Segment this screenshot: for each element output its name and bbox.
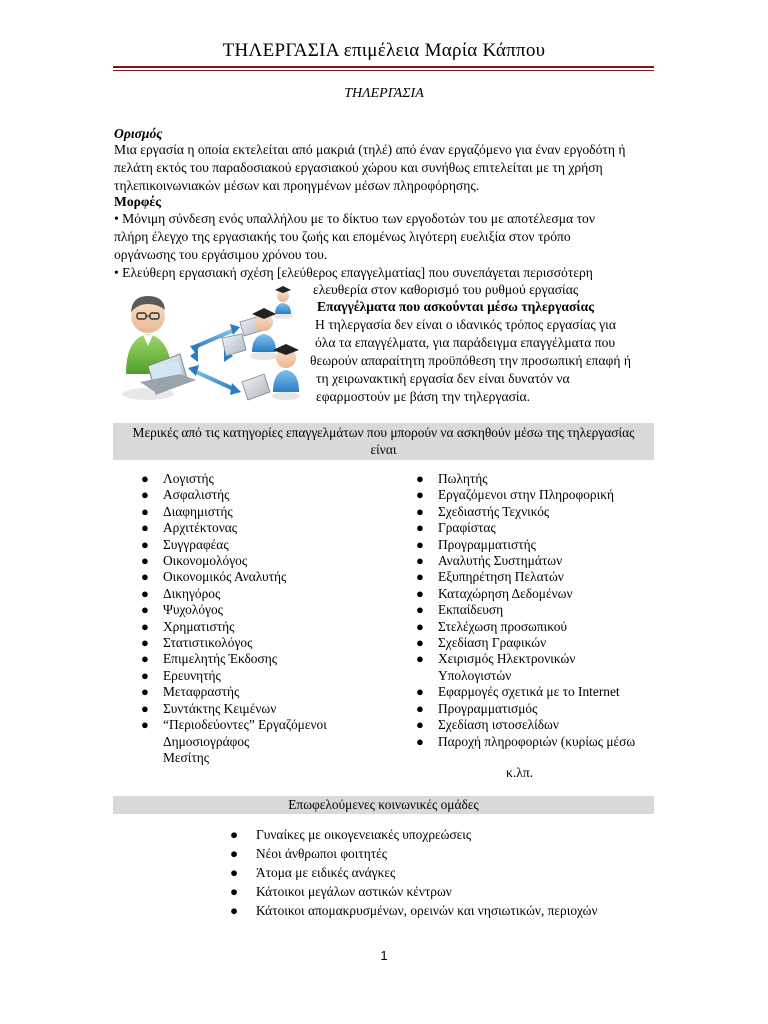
categories-band-line: Μερικές από τις κατηγορίες επαγγελμάτων που μπορούν να ασκηθούν μέσω της τηλεργασίας [132, 425, 635, 440]
bullet-icon: ● [416, 700, 424, 716]
list-item: ● Εργαζόμενοι στην Πληροφορική [416, 487, 614, 503]
professions-line: τη χειρωνακτική εργασία δεν είναι δυνατόν να [316, 371, 570, 386]
bullet-icon: ● [141, 667, 149, 683]
etc-label: κ.λπ. [506, 765, 534, 780]
list-item: ● Γραφίστας [416, 520, 496, 536]
list-item: ● Χειρισμός Ηλεκτρονικών [416, 651, 576, 667]
definition-line: πελάτη εκτός του παραδοσιακού εργασιακού χώρου και συνήθως επιτελείται με τη χρήση [114, 160, 603, 175]
list-item: ● Σχεδίαση Γραφικών [416, 635, 547, 651]
telework-network-illustration [118, 278, 316, 410]
forms-line: πλήρη έλεγχο της εργασιακής του ζωής και επομένως λιγότερη ευελιξία στον τρόπο [114, 229, 571, 244]
list-item: ● Διαφημιστής [141, 503, 233, 519]
list-item: ● Άτομα με ειδικές ανάγκες [230, 865, 396, 880]
list-item: ● Οικονομικός Αναλυτής [141, 569, 287, 585]
bullet-icon: ● [141, 520, 149, 536]
list-item: ● Επιμελητής Έκδοσης [141, 651, 278, 667]
definition-line: Μια εργασία η οποία εκτελείται από μακριά (τηλέ) από έναν εργαζόμενο για έναν εργοδότη ή [114, 142, 626, 157]
list-item: ● Παροχή πληροφοριών (κυρίως μέσω [416, 733, 636, 749]
list-item: ● Οικονομολόγος [141, 553, 248, 569]
bullet-icon: ● [141, 635, 149, 651]
bullet-icon: ● [416, 471, 424, 486]
list-item: ● Γυναίκες με οικογενειακές υποχρεώσεις [230, 827, 472, 842]
groups-list [228, 825, 598, 920]
bullet-icon: ● [141, 553, 149, 569]
bullet-icon: ● [416, 585, 424, 601]
forms-line: • Μόνιμη σύνδεση ενός υπαλλήλου με το δίκτυο των εργοδοτών του με αποτέλεσμα τον [114, 211, 595, 226]
list-item: Δημοσιογράφος [163, 733, 250, 749]
categories-right-list [413, 471, 635, 750]
list-item: ● Συντάκτης Κειμένων [141, 700, 277, 716]
definition-heading: Ορισμός [114, 126, 163, 141]
categories-band [113, 423, 654, 460]
list-item: Μεσίτης [163, 749, 210, 765]
bullet-icon: ● [416, 553, 424, 569]
bullet-icon: ● [416, 487, 424, 503]
bullet-icon: ● [416, 569, 424, 585]
header-rule [113, 66, 654, 68]
bullet-icon: ● [141, 700, 149, 716]
forms-line: • Ελεύθερη εργασιακή σχέση [ελεύθερος επαγγελματίας] που συνεπάγεται περισσότερη [114, 265, 593, 280]
list-item: ● Νέοι άνθρωποι φοιτητές [230, 846, 388, 861]
definition-line: τηλεπικοινωνιακών μέσων και προηγμένων μέσων πληροφόρησης. [114, 178, 480, 193]
document-title: ΤΗΛΕΡΓΑΣΙΑ [344, 86, 424, 101]
categories-band-line: είναι [370, 442, 397, 457]
list-item: ● Αναλυτής Συστημάτων [416, 553, 563, 569]
list-item: ● Στατιστικολόγος [141, 635, 253, 651]
professions-line: θεωρούν απαραίτητη προϋπόθεση την προσωπική επαφή ή [310, 353, 631, 368]
list-item: ● Εξυπηρέτηση Πελατών [416, 569, 564, 585]
list-item: ● Μεταφραστής [141, 684, 240, 700]
list-item: Υπολογιστών [438, 667, 512, 683]
bullet-icon: ● [230, 884, 239, 899]
list-item: ● Συγγραφέας [141, 536, 229, 552]
list-item: ● Ψυχολόγος [141, 602, 223, 618]
bullet-icon: ● [230, 865, 239, 880]
list-item: ● Αρχιτέκτονας [141, 520, 238, 536]
bullet-icon: ● [230, 827, 239, 842]
forms-heading: Μορφές [114, 194, 161, 209]
bullet-icon: ● [416, 618, 424, 634]
bullet-icon: ● [416, 717, 424, 733]
professions-line: Η τηλεργασία δεν είναι ο ιδανικός τρόπος εργασίας για [315, 317, 616, 332]
professions-heading: Επαγγέλματα που ασκούνται μέσω τηλεργασίας [317, 299, 594, 314]
list-item: ● Κάτοικοι απομακρυσμένων, ορεινών και νησιωτικών, περιοχών [230, 903, 598, 918]
header-rule-thin [113, 70, 654, 71]
bullet-icon: ● [141, 569, 149, 585]
bullet-icon: ● [141, 618, 149, 634]
list-item: ● Σχεδίαση ιστοσελίδων [416, 717, 559, 733]
bullet-icon: ● [416, 684, 424, 700]
list-item: ● Πωλητής [416, 471, 488, 486]
page-header-title: ΤΗΛΕΡΓΑΣΙΑ επιμέλεια Μαρία Κάππου [222, 40, 546, 61]
list-item: ● Χρηματιστής [141, 618, 235, 634]
bullet-icon: ● [416, 635, 424, 651]
bullet-icon: ● [416, 602, 424, 618]
bullet-icon: ● [416, 651, 424, 667]
forms-line: οργάνωσης του εργάσιμου χρόνου του. [114, 247, 328, 262]
professions-line: εφαρμοστούν με βάση την τηλεργασία. [316, 389, 531, 404]
bullet-icon: ● [141, 684, 149, 700]
list-item: ● Εφαρμογές σχετικά με το Internet [416, 684, 620, 700]
bullet-icon: ● [416, 733, 424, 749]
list-item: ● Εκπαίδευση [416, 602, 504, 618]
bullet-icon: ● [141, 487, 149, 503]
bullet-icon: ● [141, 585, 149, 601]
list-item: ● Λογιστής [141, 471, 214, 486]
bullet-icon: ● [141, 651, 149, 667]
bullet-icon: ● [141, 536, 149, 552]
bullet-icon: ● [416, 503, 424, 519]
list-item: ● Ασφαλιστής [141, 487, 230, 503]
list-item: ● Σχεδιαστής Τεχνικός [416, 503, 550, 519]
groups-band: Επωφελούμενες κοινωνικές ομάδες [113, 796, 654, 814]
list-item: ● Ερευνητής [141, 667, 221, 683]
list-item: ● Κάτοικοι μεγάλων αστικών κέντρων [230, 884, 452, 899]
bullet-icon: ● [141, 503, 149, 519]
list-item: ● Προγραμματισμός [416, 700, 538, 716]
list-item: ● Στελέχωση προσωπικού [416, 618, 568, 634]
list-item: ● Δικηγόρος [141, 585, 221, 601]
list-item: ● Προγραμματιστής [416, 536, 536, 552]
forms-line: ελευθερία στον καθορισμό του ρυθμού εργασίας [313, 282, 579, 297]
bullet-icon: ● [416, 520, 424, 536]
list-item: ● Καταχώρηση Δεδομένων [416, 585, 573, 601]
list-item: ● “Περιοδεύοντες” Εργαζόμενοι [141, 717, 327, 733]
professions-line: όλα τα επαγγέλματα, για παράδειγμα επαγγέλματα που [315, 335, 616, 350]
bullet-icon: ● [141, 602, 149, 618]
bullet-icon: ● [230, 903, 239, 918]
bullet-icon: ● [416, 536, 424, 552]
categories-left-list [138, 471, 327, 766]
page-number: 1 [380, 948, 388, 963]
bullet-icon: ● [141, 471, 149, 486]
bullet-icon: ● [230, 846, 239, 861]
bullet-icon: ● [141, 717, 149, 733]
